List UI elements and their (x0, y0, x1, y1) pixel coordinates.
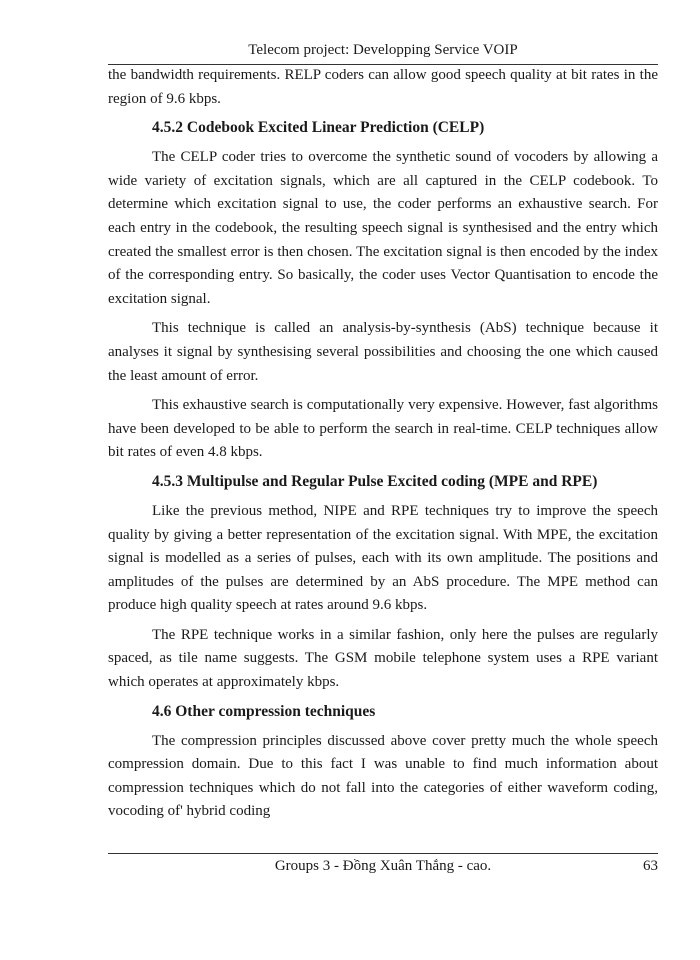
paragraph-celp-2: This technique is called an analysis-by-synthesis (AbS) technique because it analyses it signal by synthesising several possibilities and choosing the one which caused the least amount of error. (108, 320, 658, 384)
paragraph-intro: the bandwidth requirements. RELP coders can allow good speech quality at bit rates in the region of 9.6 kbps. (108, 67, 658, 107)
footer-author: Groups 3 - Đồng Xuân Thắng - cao. (274, 858, 492, 874)
page-number: 63 (643, 858, 658, 874)
section-heading-4-5-3: 4.5.3 Multipulse and Regular Pulse Excited coding (MPE and RPE) (152, 472, 598, 490)
page-footer (108, 858, 658, 880)
section-heading-4-5-2: 4.5.2 Codebook Excited Linear Prediction (CELP) (152, 119, 485, 137)
paragraph-mpe-1: Like the previous method, NIPE and RPE techniques try to improve the speech quality by giving a better representation of the excitation signal. With MPE, the excitation signal is modelled as a series of pulses, each with its own amplitude. The positions and amplitudes of the pulses are determined by an AbS procedure. The MPE method can produce high quality speech at rates around 9.6 kbps. (108, 502, 658, 614)
page-header: Telecom project: Developping Service VOIP (248, 42, 518, 58)
paragraph-mpe-2: The RPE technique works in a similar fashion, only here the pulses are regularly spaced, as tile name suggests. The GSM mobile telephone system uses a RPE variant which operates at approximately kbps. (108, 626, 658, 691)
section-heading-4-6: 4.6 Other compression techniques (152, 702, 376, 720)
footer-rule (108, 853, 658, 854)
paragraph-celp-1: The CELP coder tries to overcome the synthetic sound of vocoders by allowing a wide variety of excitation signals, which are all captured in the CELP codebook. To determine which excitation signal to use, the coder performs an exhaustive search. For each entry in the codebook, the resulting speech signal is synthesised and the entry which created the smallest error is then chosen. The excitation signal is then encoded by the index of the corresponding entry. So basically, the coder uses Vector Quantisation to encode the excitation signal. (108, 149, 658, 307)
paragraph-other: The compression principles discussed above cover pretty much the whole speech compression domain. Due to this fact I was unable to find much information about compression techniques which do not fall into the categories of either waveform coding, vocoding of' hybrid coding (108, 732, 658, 820)
page-body (108, 64, 658, 830)
paragraph-celp-3: This exhaustive search is computationally very expensive. However, fast algorithms have been developed to be able to perform the search in real-time. CELP techniques allow bit rates of even 4.8 kbps. (108, 397, 658, 461)
